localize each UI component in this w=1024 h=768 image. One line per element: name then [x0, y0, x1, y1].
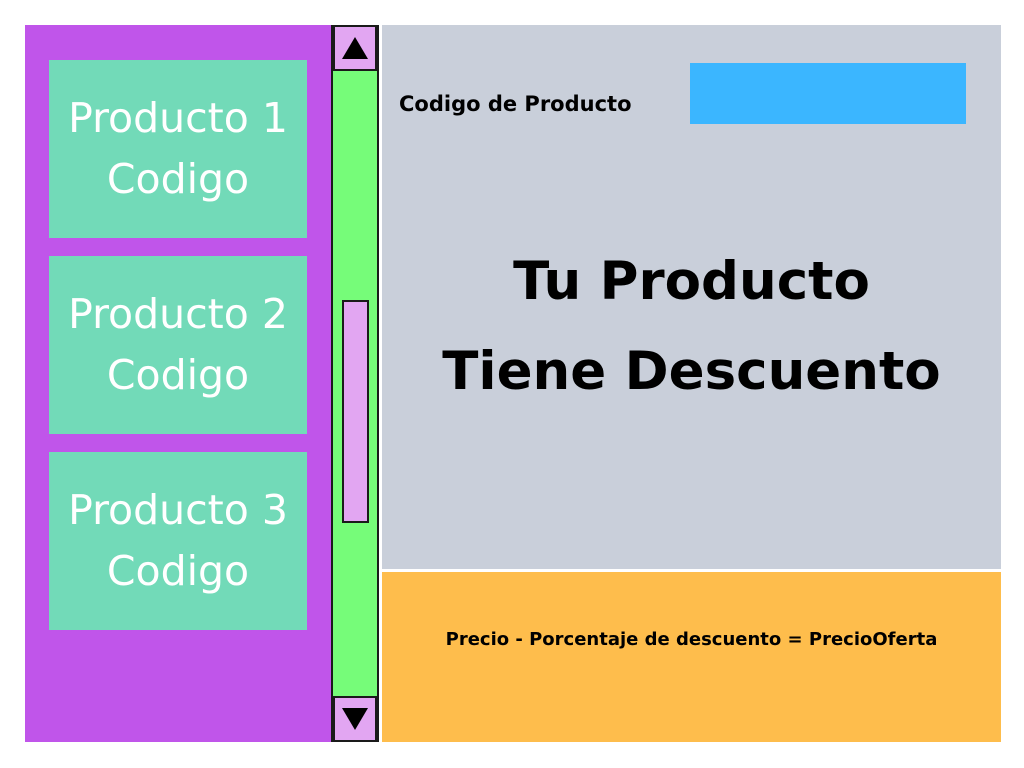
price-formula-panel — [382, 572, 1001, 742]
product-detail-panel — [382, 25, 1001, 569]
product-card-2-code: Codigo — [106, 351, 250, 399]
scroll-thumb[interactable] — [342, 300, 369, 523]
product-card-3[interactable] — [49, 452, 307, 630]
price-formula: Precio - Porcentaje de descuento = PrecioOferta — [445, 629, 938, 650]
product-card-3-name: Producto 3 — [68, 486, 288, 534]
headline-line-2: Tiene Descuento — [442, 341, 941, 402]
product-list — [25, 25, 331, 742]
discount-headline — [382, 237, 1001, 417]
triangle-down-icon — [341, 707, 369, 731]
product-card-2-name: Producto 2 — [68, 290, 288, 338]
product-card-1[interactable] — [49, 60, 307, 238]
headline-line-1: Tu Producto — [513, 251, 870, 312]
product-card-2[interactable] — [49, 256, 307, 434]
product-card-1-name: Producto 1 — [68, 94, 288, 142]
scroll-up-button[interactable] — [333, 25, 377, 71]
product-code-label: Codigo de Producto — [399, 92, 632, 116]
triangle-up-icon — [341, 36, 369, 60]
scroll-down-button[interactable] — [333, 696, 377, 742]
product-list-scrollbar[interactable] — [331, 25, 379, 742]
app-window — [25, 25, 1001, 742]
product-card-3-code: Codigo — [106, 547, 250, 595]
product-code-input[interactable] — [690, 63, 966, 124]
product-card-1-code: Codigo — [106, 155, 250, 203]
